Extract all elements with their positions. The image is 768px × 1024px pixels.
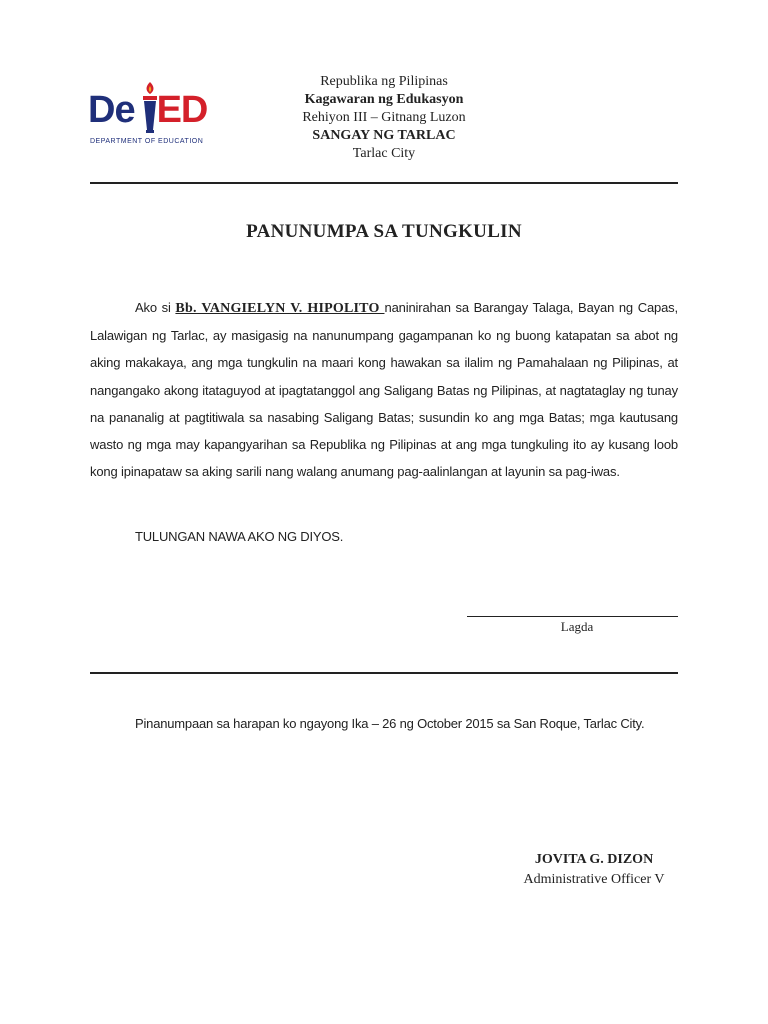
signature-line — [467, 616, 678, 617]
header-department: Kagawaran ng Edukasyon — [304, 92, 464, 107]
oath-prefix: Ako si — [135, 300, 176, 315]
deped-logo — [88, 80, 230, 152]
sworn-statement: Pinanumpaan sa harapan ko ngayong Ika – 26 ng October 2015 sa San Roque, Tarlac City. — [135, 716, 645, 731]
header-republic: Republika ng Pilipinas — [320, 74, 448, 89]
logo-subtitle: DEPARTMENT OF EDUCATION — [90, 138, 204, 145]
document-title: PANUNUMPA SA TUNGKULIN — [246, 221, 522, 242]
oath-paragraph — [90, 294, 678, 485]
closing-invocation: TULUNGAN NAWA AKO NG DIYOS. — [135, 529, 344, 544]
header-divider — [90, 182, 678, 184]
logo-word-right: ED — [156, 89, 208, 131]
header-region: Rehiyon III – Gitnang Luzon — [302, 110, 466, 125]
header-city: Tarlac City — [352, 146, 416, 161]
section-divider — [90, 672, 678, 674]
officer-title: Administrative Officer V — [523, 872, 665, 887]
header-division: SANGAY NG TARLAC — [312, 128, 456, 143]
oath-text: naninirahan sa Barangay Talaga, Bayan ng Capas, Lalawigan ng Tarlac, ay masigasig na nanunumpang gagampanan ko ng buong katapatan sa abot ng aking makakaya, ang mga tungkulin na maari kong hawakan sa ilalim ng Pamahalaan ng Pilipinas, at nangangako akong itataguyod at ipagtatanggol ang Saligang Batas ng Pilipinas, at nagtataglay ng tunay na pananalig at pagtitiwala sa nasabing Saligang Batas; susundin ko ang mga Batas; mga kautusang wasto ng mga may kapangyarihan sa Republika ng Pilipinas at ang mga tungkuling ito ay kusang loob kong ipinapataw sa aking sarili nang walang anumang pag-aalinlangan at layunin sa pag-iwas. — [90, 300, 678, 480]
signature-label: Lagda — [560, 619, 594, 634]
torch-icon — [138, 80, 162, 134]
letterhead — [230, 73, 538, 163]
oath-taker-name: Bb. VANGIELYN V. HIPOLITO — [175, 301, 385, 316]
officer-name: JOVITA G. DIZON — [534, 852, 654, 867]
logo-word-left: De — [88, 89, 135, 131]
